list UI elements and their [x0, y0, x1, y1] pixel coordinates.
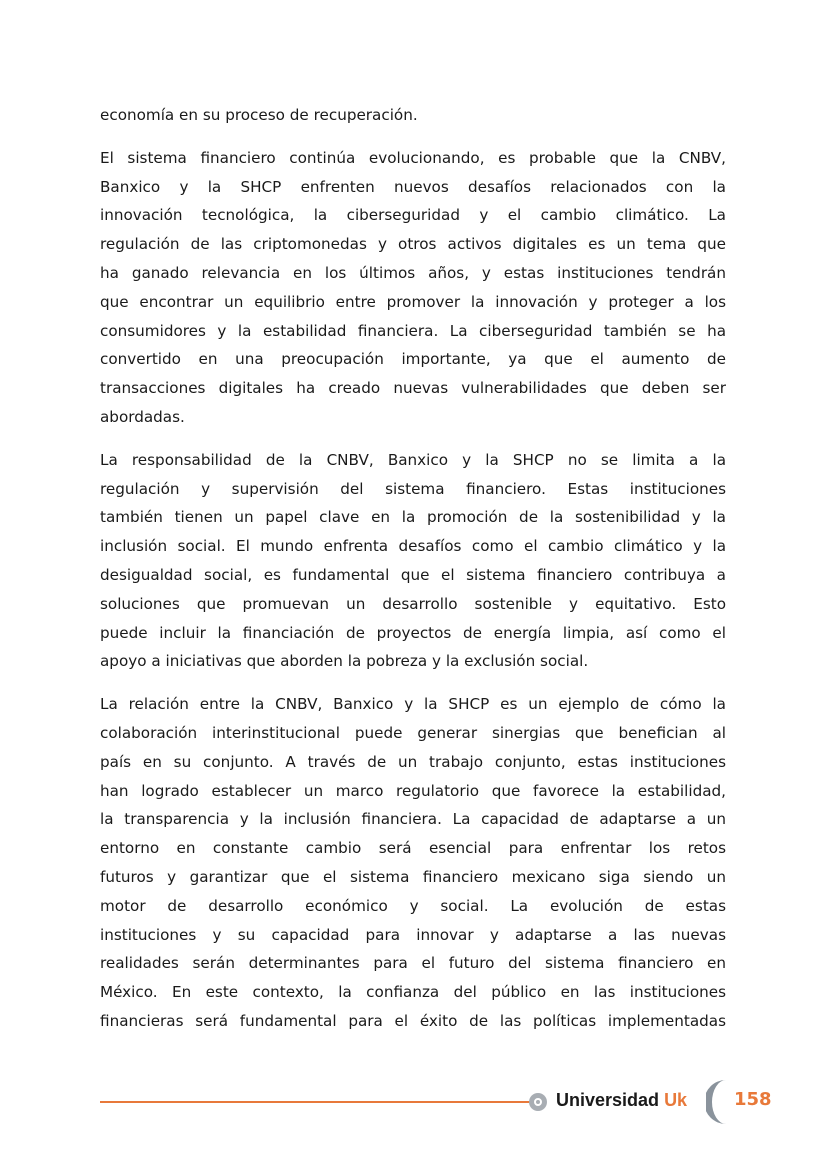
- brand-logo: [556, 1090, 687, 1111]
- text-line: futuros y garantizar que el sistema financiero mexicano siga siendo un: [100, 867, 726, 886]
- text-line: instituciones y su capacidad para innovar y adaptarse a las nuevas: [100, 925, 726, 944]
- text-line: financieras será fundamental para el éxito de las políticas implementadas: [100, 1011, 726, 1030]
- text-line: México. En este contexto, la confianza del público en las instituciones: [100, 983, 726, 1002]
- text-line: colaboración interinstitucional puede generar sinergias que benefician al: [100, 723, 726, 742]
- text-line: apoyo a iniciativas que aborden la pobreza y la exclusión social.: [100, 652, 589, 671]
- target-circle-icon: [529, 1093, 547, 1111]
- text-line: abordadas.: [100, 407, 185, 426]
- brand-main: Universidad: [556, 1090, 660, 1110]
- text-line: Banxico y la SHCP enfrenten nuevos desafíos relacionados con la: [100, 177, 726, 196]
- text-line: motor de desarrollo económico y social. La evolución de estas: [100, 896, 726, 915]
- page-number: 158: [734, 1089, 772, 1110]
- text-line: innovación tecnológica, la ciberseguridad y el cambio climático. La: [100, 206, 726, 225]
- text-line: regulación y supervisión del sistema financiero. Estas instituciones: [100, 479, 726, 498]
- text-line: La responsabilidad de la CNBV, Banxico y la SHCP no se limita a la: [100, 450, 726, 469]
- body-text: [100, 101, 726, 1050]
- paragraph: [100, 446, 726, 676]
- paragraph: [100, 144, 726, 432]
- text-line: han logrado establecer un marco regulatorio que favorece la estabilidad,: [100, 781, 726, 800]
- text-line: convertido en una preocupación importante, ya que el aumento de: [100, 350, 726, 369]
- text-line: también tienen un papel clave en la promoción de la sostenibilidad y la: [100, 508, 726, 527]
- text-line: realidades serán determinantes para el futuro del sistema financiero en: [100, 954, 726, 973]
- text-line: La relación entre la CNBV, Banxico y la SHCP es un ejemplo de cómo la: [100, 695, 726, 714]
- text-line: entorno en constante cambio será esencial para enfrentar los retos: [100, 839, 726, 858]
- text-line: transacciones digitales ha creado nuevas vulnerabilidades que deben ser: [100, 379, 726, 398]
- text-line: economía en su proceso de recuperación.: [100, 106, 418, 124]
- paragraph: [100, 101, 726, 130]
- text-line: puede incluir la financiación de proyectos de energía limpia, así como el: [100, 623, 726, 642]
- brand-accent: Uk: [664, 1090, 688, 1110]
- text-line: desigualdad social, es fundamental que el sistema financiero contribuya a: [100, 565, 726, 584]
- text-line: soluciones que promuevan un desarrollo sostenible y equitativo. Esto: [100, 594, 726, 613]
- footer-rule: [100, 1101, 530, 1103]
- text-line: regulación de las criptomonedas y otros activos digitales es un tema que: [100, 235, 726, 254]
- text-line: ha ganado relevancia en los últimos años, y estas instituciones tendrán: [100, 263, 726, 282]
- paragraph: [100, 690, 726, 1036]
- text-line: El sistema financiero continúa evolucionando, es probable que la CNBV,: [100, 148, 726, 167]
- text-line: la transparencia y la inclusión financiera. La capacidad de adaptarse a un: [100, 810, 726, 829]
- text-line: inclusión social. El mundo enfrenta desafíos como el cambio climático y la: [100, 537, 726, 556]
- text-line: consumidores y la estabilidad financiera. La ciberseguridad también se ha: [100, 321, 726, 340]
- text-line: país en su conjunto. A través de un trabajo conjunto, estas instituciones: [100, 752, 726, 771]
- text-line: que encontrar un equilibrio entre promover la innovación y proteger a los: [100, 292, 726, 311]
